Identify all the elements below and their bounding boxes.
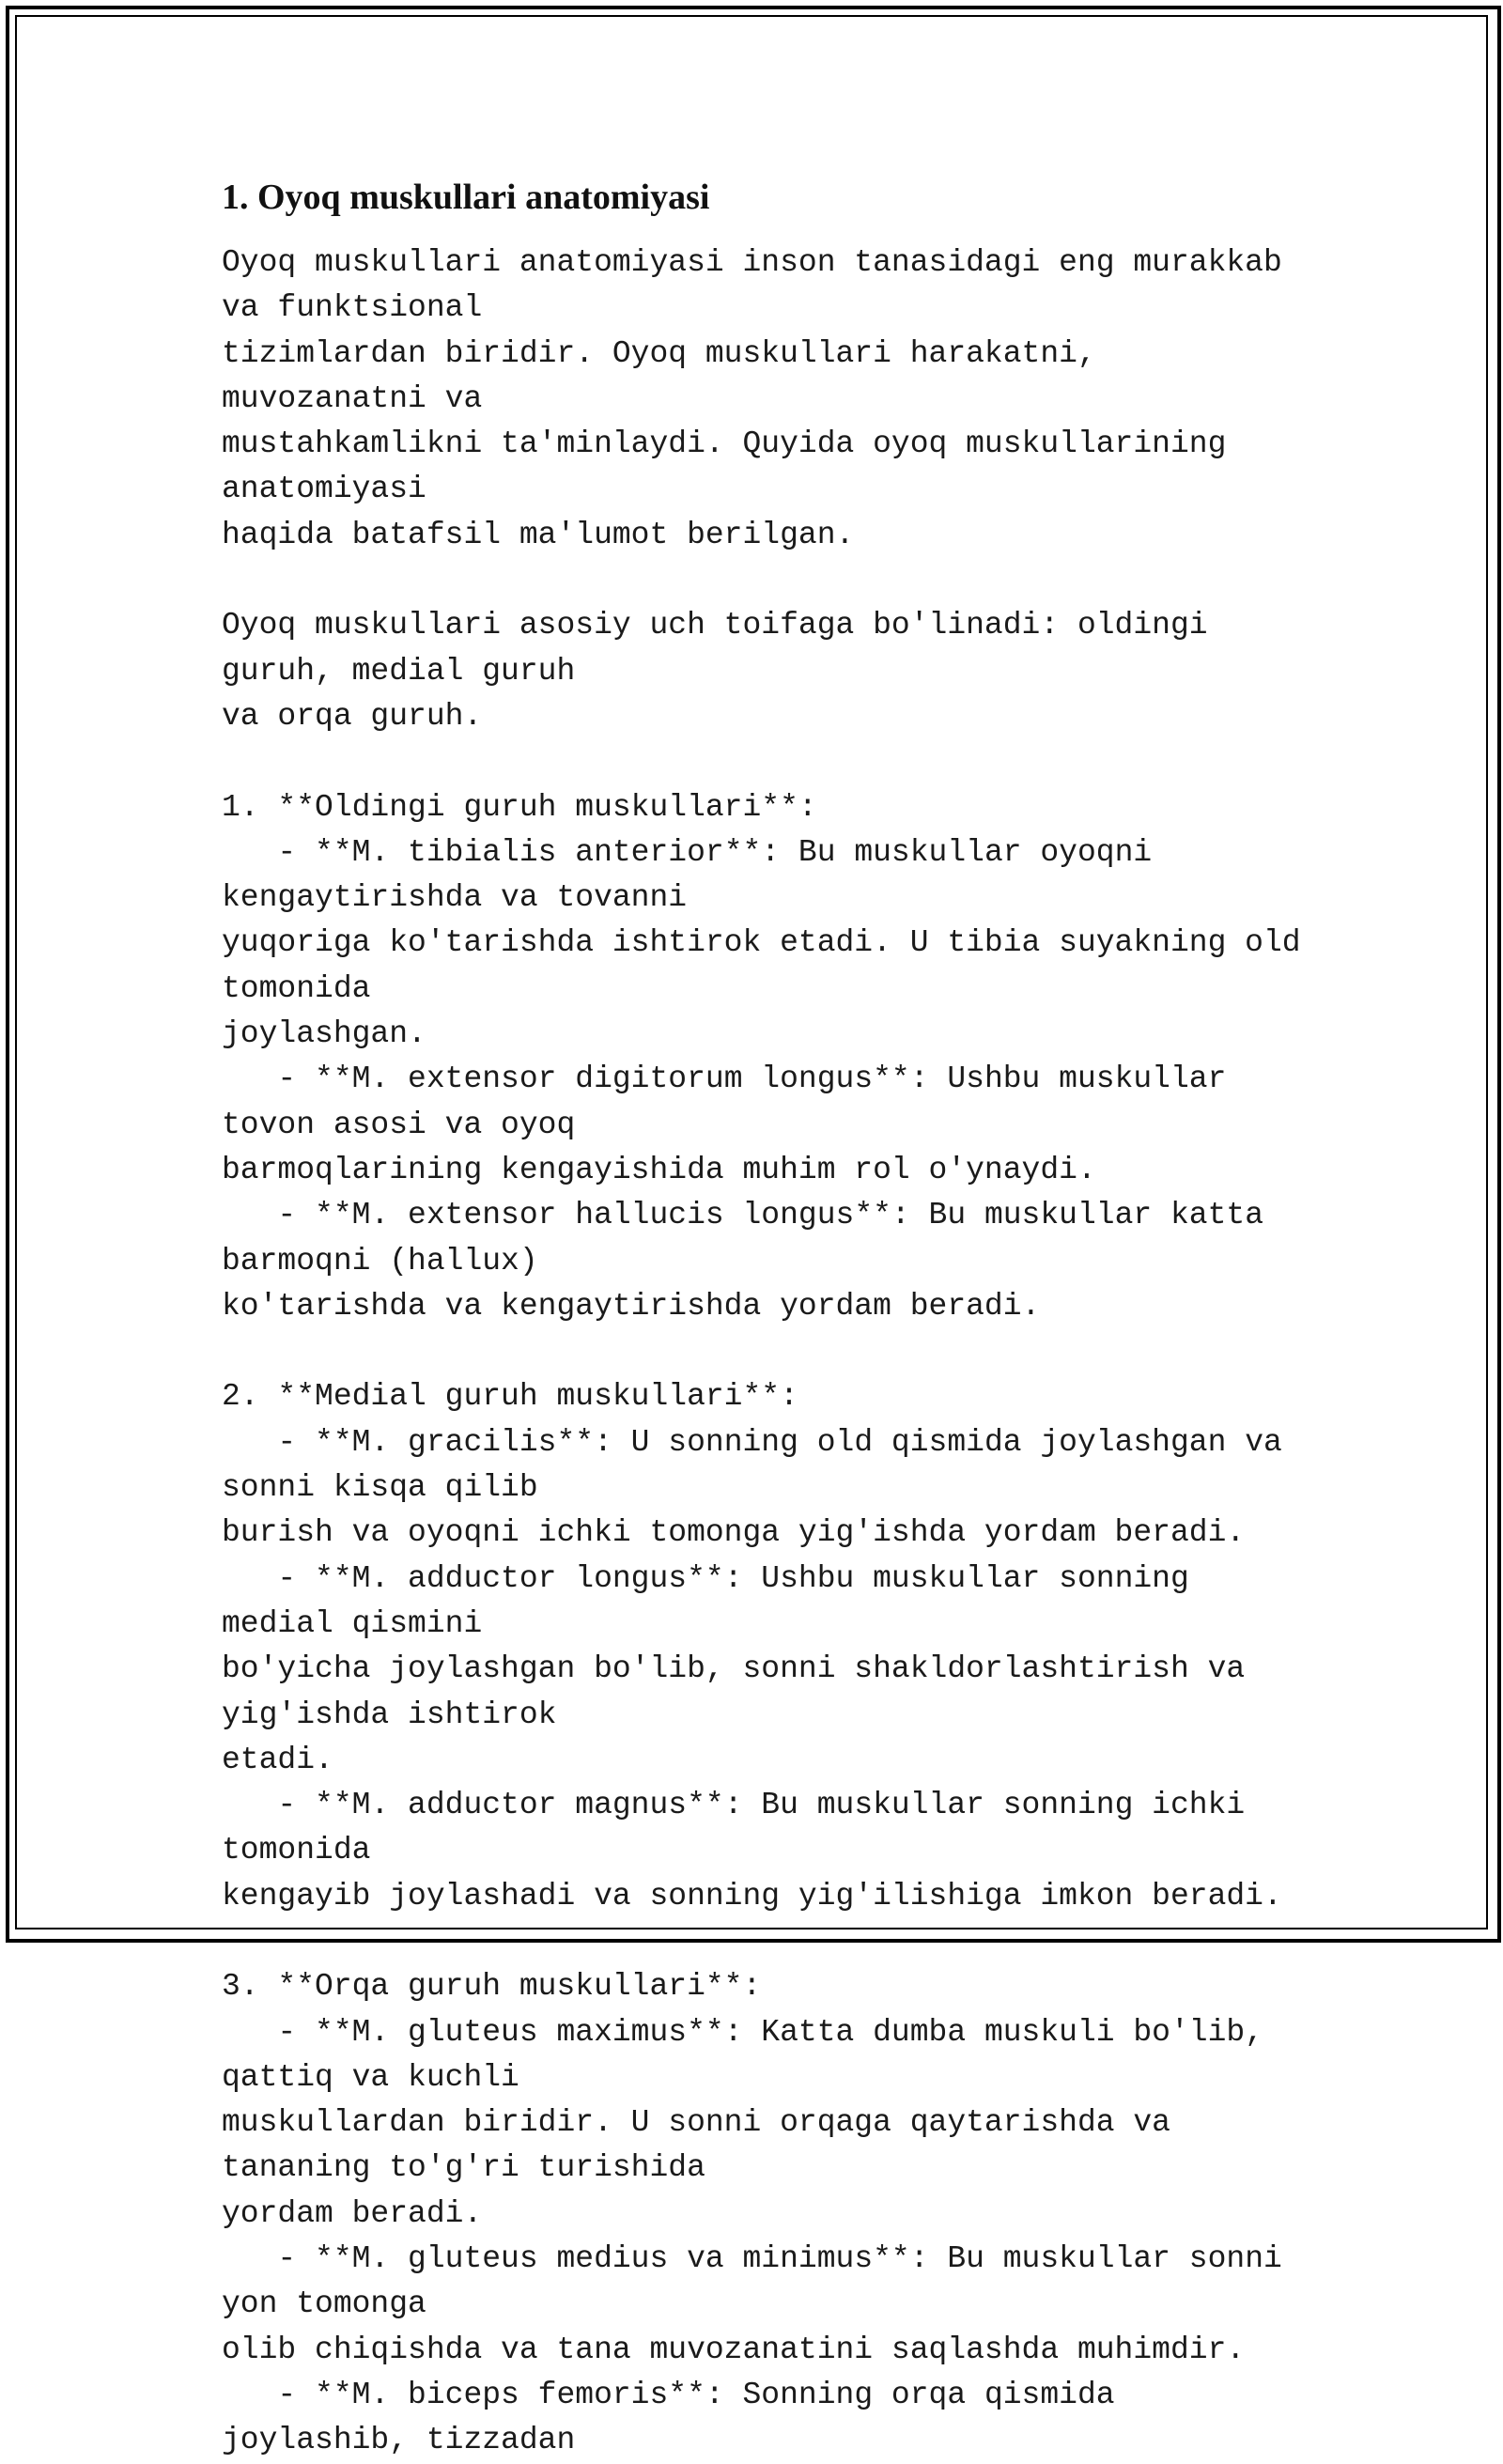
body-text: Oyoq muskullari anatomiyasi inson tanasidagi eng murakkab va funktsional tizimlardan biridir. Oyoq muskullari harakatni, muvozanatni va mustahkamlikni ta'minlaydi. Quyida oyoq muskullarining anatomiyasi haqida batafsil ma'lumot berilgan. Oyoq muskullari asosiy uch toifaga bo'linadi: oldingi guruh, medial guruh va orqa guruh. 1. **Oldingi guruh muskullari**: - **M. tibialis anterior**: Bu muskullar oyoqni kengaytirishda va tovanni yuqoriga ko'tarishda ishtirok etadi. U tibia suyakning old tomonida joylashgan. - **M. extensor digitorum longus**: Ushbu muskullar tovon asosi va oyoq barmoqlarining kengayishida muhim rol o'ynaydi. - **M. extensor hallucis longus**: Bu muskullar katta barmoqni (hallux) ko'tarishda va kengaytirishda yordam beradi. 2. **Medial guruh muskullari**: - **M. gracilis**: U sonning old qismida joylashgan va sonni kisqa qilib burish va oyoqni ichki tomonga yig'ishda yordam beradi. - **M. adductor longus**: Ushbu muskullar sonning medial qismini bo'yicha joylashgan bo'lib, sonni shakldorlashtirish va yig'ishda ishtirok etadi. - **M. adductor magnus**: Bu muskullar sonning ichki tomonida kengayib joylashadi va sonning yig'ilishiga imkon beradi. 3. **Orqa guruh muskullari**: - **M. gluteus maximus**: Katta dumba muskuli bo'lib, qattiq va kuchli muskullardan biridir. U sonni orqaga qaytarishda va tananing to'g'ri turishida yordam beradi. - **M. gluteus medius va minimus**: Bu muskullar sonni yon tomonga olib chiqishda va tana muvozanatini saqlashda muhimdir. - **M. biceps femoris**: Sonning orqa qismida joylashib, tizzadan: [222, 245, 1301, 2458]
document-body: [222, 175, 1302, 2464]
page-title: 1. Oyoq muskullari anatomiyasi: [222, 178, 710, 217]
